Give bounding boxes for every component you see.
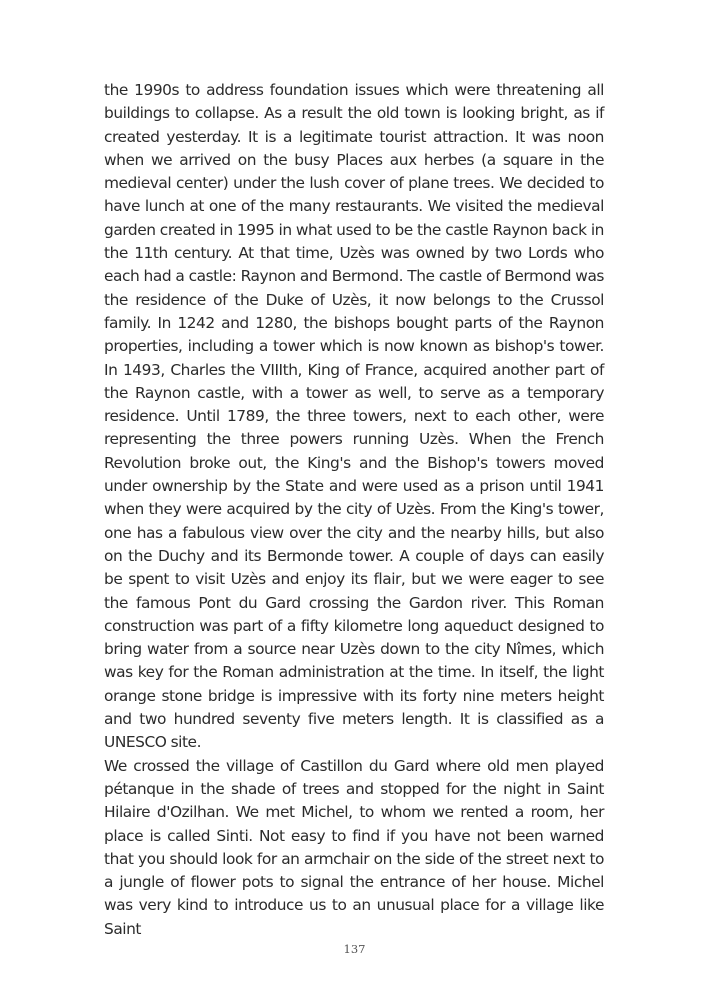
page-number: 137 xyxy=(343,942,366,956)
body-text xyxy=(104,79,604,941)
paragraph-2: We crossed the village of Castillon du Gard where old men played pétanque in the shade of trees and stopped for the night in Saint Hilaire d'Ozilhan. We met Michel, to whom we rented a room, her place is called Sinti. Not easy to find if you have not been warned that you should look for an armchair on the side of the street next to a jungle of flower pots to signal the entrance of her house. Michel was very kind to introduce us to an unusual place for a village like Saint xyxy=(104,756,604,938)
paragraph-1: the 1990s to address foundation issues which were threatening all buildings to collapse. As a result the old town is looking bright, as if created yesterday. It is a legitimate tourist attraction. It was noon when we arrived on the busy Places aux herbes (a square in the medieval center) under the lush cover of plane trees. We decided to have lunch at one of the many restaurants. We visited the medieval garden created in 1995 in what used to be the castle Raynon back in the 11th century. At that time, Uzès was owned by two Lords who each had a castle: Raynon and Bermond. The castle of Bermond was the residence of the Duke of Uzès, it now belongs to the Crussol family. In 1242 and 1280, the bishops bought parts of the Raynon properties, including a tower which is now known as bishop's tower. In 1493, Charles the VIIIth, King of France, acquired another part of the Raynon castle, with a tower as well, to serve as a temporary residence. Until 1789, the three towers, next to each other, were representing the three powers running Uzès. When the French Revolution broke out, the King's and the Bishop's towers moved under ownership by the State and were used as a prison until 1941 when they were acquired by the city of Uzès. From the King's tower, one has a fabulous view over the city and the nearby hills, but also on the Duchy and its Bermonde tower. A couple of days can easily be spent to visit Uzès and enjoy its flair, but we were eager to see the famous Pont du Gard crossing the Gardon river. This Roman construction was part of a fifty kilometre long aqueduct designed to bring water from a source near Uzès down to the city Nîmes, which was key for the Roman administration at the time. In itself, the light orange stone bridge is impressive with its forty nine meters height and two hundred seventy five meters length. It is classified as a UNESCO site. xyxy=(104,81,604,752)
